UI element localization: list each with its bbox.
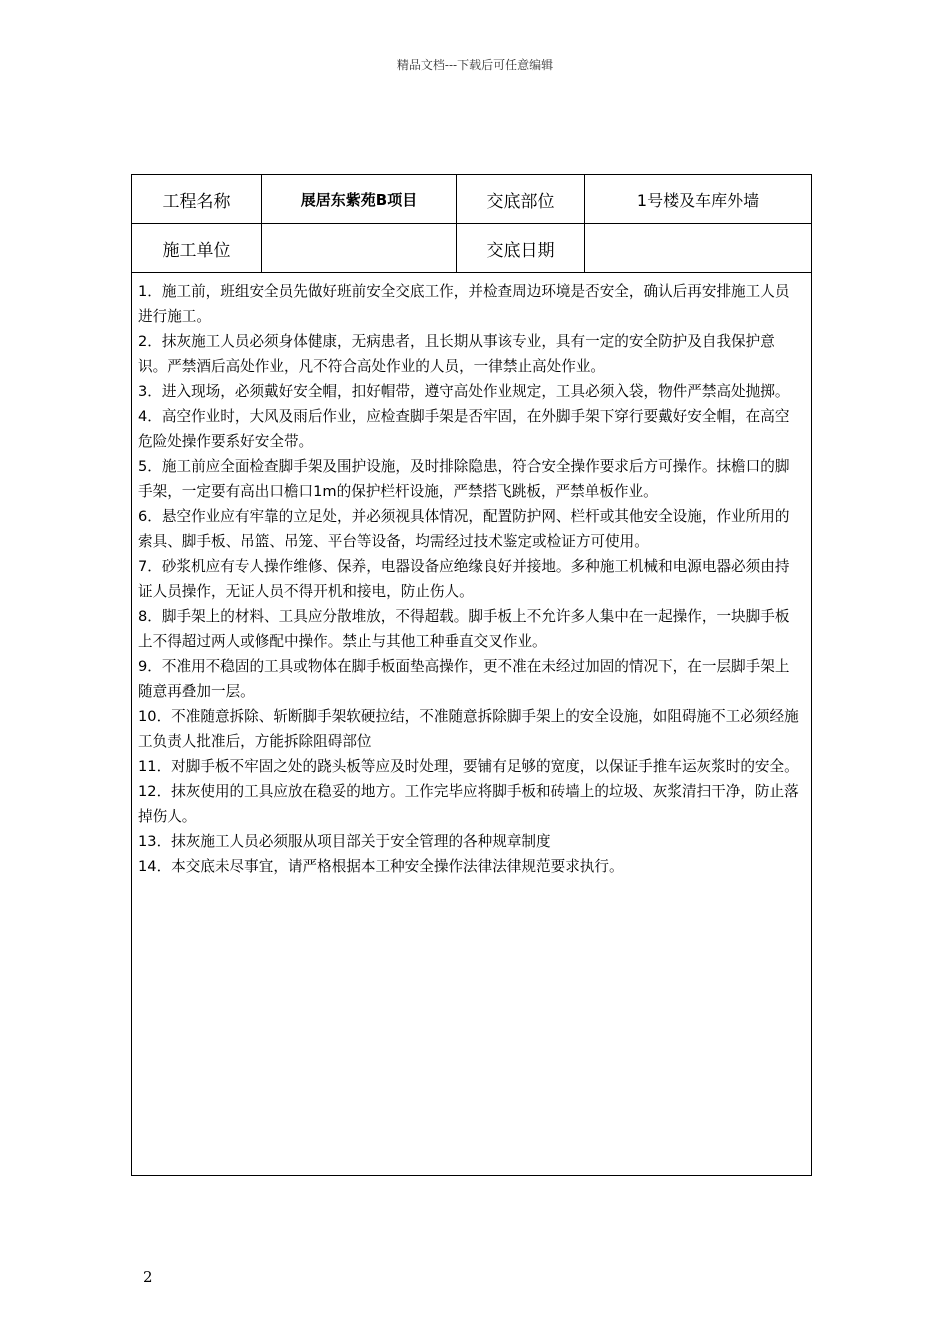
form-row-project xyxy=(132,175,812,224)
briefing-date-label: 交底日期 xyxy=(457,224,585,273)
list-item: 8．脚手架上的材料、工具应分散堆放，不得超载。脚手板上不允许多人集中在一起操作，一块脚手板上不得超过两人或修配中操作。禁止与其他工种垂直交叉作业。 xyxy=(138,608,790,650)
briefing-date-value xyxy=(585,224,812,273)
list-item: 4．高空作业时，大风及雨后作业，应检查脚手架是否牢固，在外脚手架下穿行要戴好安全帽，在高空危险处操作要系好安全带。 xyxy=(138,408,790,450)
construction-unit-value xyxy=(262,224,457,273)
page-header: 精品文档---下载后可任意编辑 xyxy=(396,58,554,72)
safety-items-list xyxy=(132,273,811,879)
project-name-value: 展居东紫苑B项目 xyxy=(262,175,457,224)
list-item: 5．施工前应全面检查脚手架及围护设施，及时排除隐患，符合安全操作要求后方可操作。抹檐口的脚手架，一定要有高出口檐口1m的保护栏杆设施，严禁搭飞跳板，严禁单板作业。 xyxy=(138,458,790,500)
construction-unit-label: 施工单位 xyxy=(132,224,262,273)
list-item: 6．悬空作业应有牢靠的立足处，并必须视具体情况，配置防护网、栏杆或其他安全设施，作业所用的索具、脚手板、吊篮、吊笼、平台等设备，均需经过技术鉴定或检证方可使用。 xyxy=(138,508,790,550)
list-item: 9．不准用不稳固的工具或物体在脚手板面垫高操作，更不准在未经过加固的情况下，在一层脚手架上随意再叠加一层。 xyxy=(138,658,790,700)
list-item: 14．本交底未尽事宜，请严格根据本工种安全操作法律法律规范要求执行。 xyxy=(138,858,624,875)
list-item: 13．抹灰施工人员必须服从项目部关于安全管理的各种规章制度 xyxy=(138,833,551,850)
form-row-unit xyxy=(132,224,812,273)
list-item: 2．抹灰施工人员必须身体健康，无病患者，且长期从事该专业，具有一定的安全防护及自我保护意识。严禁酒后高处作业，凡不符合高处作业的人员，一律禁止高处作业。 xyxy=(138,333,775,375)
page-number: 2 xyxy=(143,1268,153,1286)
list-item: 11．对脚手板不牢固之处的跷头板等应及时处理，要铺有足够的宽度，以保证手推车运灰浆时的安全。 xyxy=(138,758,799,775)
list-item: 3．进入现场，必须戴好安全帽，扣好帽带，遵守高处作业规定，工具必须入袋，物件严禁高处抛掷。 xyxy=(138,383,790,400)
briefing-content xyxy=(132,273,812,1176)
list-item: 10．不准随意拆除、斩断脚手架软硬拉结，不准随意拆除脚手架上的安全设施，如阻碍施不工必须经施工负责人批准后，方能拆除阻碍部位 xyxy=(138,708,799,750)
briefing-location-label: 交底部位 xyxy=(457,175,585,224)
safety-briefing-form xyxy=(131,174,812,1176)
list-item: 12．抹灰使用的工具应放在稳妥的地方。工作完毕应将脚手板和砖墙上的垃圾、灰浆清扫干净，防止落掉伤人。 xyxy=(138,783,799,825)
form-row-content xyxy=(132,273,812,1176)
briefing-location-value: 1号楼及车库外墙 xyxy=(585,175,812,224)
list-item: 1．施工前，班组安全员先做好班前安全交底工作，并检查周边环境是否安全，确认后再安排施工人员进行施工。 xyxy=(138,283,790,325)
project-name-label: 工程名称 xyxy=(132,175,262,224)
list-item: 7．砂浆机应有专人操作维修、保养，电器设备应绝缘良好并接地。多种施工机械和电源电器必须由持证人员操作，无证人员不得开机和接电，防止伤人。 xyxy=(138,558,790,600)
